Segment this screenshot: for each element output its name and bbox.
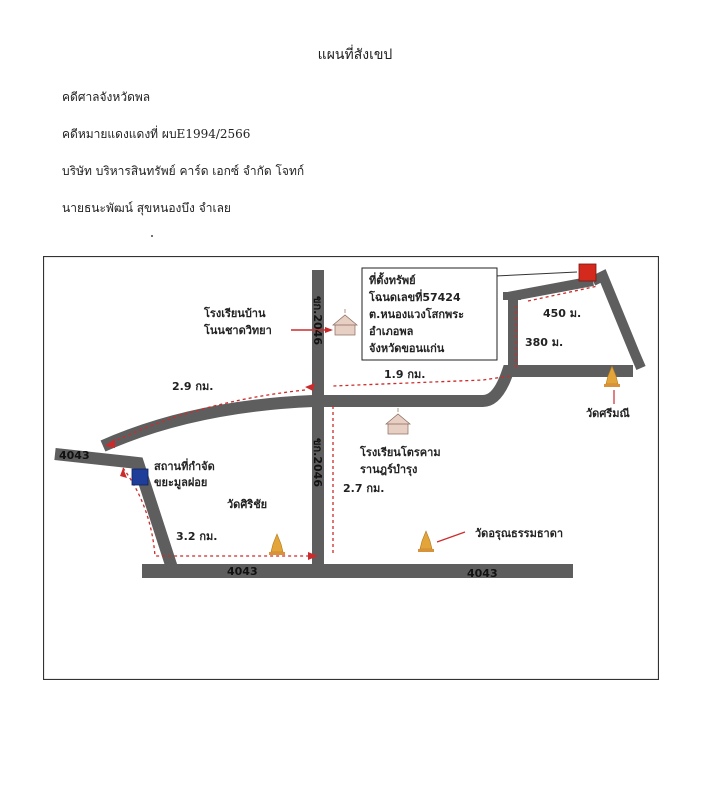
defendant: นายธนะพัฒน์ สุขหนองบึง จำเลย xyxy=(62,201,231,215)
property-line-4: อำเภอพล xyxy=(369,325,414,338)
stray-dot xyxy=(151,235,153,237)
waste-site-marker xyxy=(132,469,148,485)
case-number: คดีหมายแดงแดงที่ ผบE1994/2566 xyxy=(62,127,251,141)
distance-450m: 450 ม. xyxy=(543,307,582,320)
plaintiff: บริษัท บริหารสินทรัพย์ คาร์ด เอกซ์ จำกัด โจทก์ xyxy=(62,164,305,178)
distance-2-9km: 2.9 กม. xyxy=(172,380,214,393)
court-name: คดีศาลจังหวัดพล xyxy=(62,90,151,104)
road-label-4043-bottom-right: 4043 xyxy=(467,567,498,580)
school-1-name-line-2: โนนชาดวิทยา xyxy=(204,324,272,337)
temple-1-name: วัดศรีมณี xyxy=(586,407,630,420)
property-line-3: ต.หนองแวงโสกพระ xyxy=(369,308,465,321)
road-label-2046-bottom: ขก.2046 xyxy=(311,438,324,487)
property-line-2: โฉนดเลขที่57424 xyxy=(369,291,461,304)
distance-3-2km: 3.2 กม. xyxy=(176,530,218,543)
distance-1-9km: 1.9 กม. xyxy=(384,368,426,381)
document-title: แผนที่สังเขป xyxy=(317,47,393,63)
sketch-map xyxy=(43,256,659,680)
road-label-4043-bottom-left: 4043 xyxy=(227,565,258,578)
school-2-name-line-2: รานฎร์บำรุง xyxy=(360,463,418,476)
temple-2-name: วัดศิริชัย xyxy=(227,498,268,511)
waste-site-name-line-2: ขยะมูลฝอย xyxy=(154,476,208,489)
property-marker xyxy=(579,264,596,281)
distance-2-7km: 2.7 กม. xyxy=(343,482,385,495)
distance-380m: 380 ม. xyxy=(525,336,564,349)
property-line-1: ที่ตั้งทรัพย์ xyxy=(369,274,416,287)
school-1-name-line-1: โรงเรียนบ้าน xyxy=(204,307,266,320)
property-line-5: จังหวัดขอนแก่น xyxy=(369,342,445,355)
waste-site-name-line-1: สถานที่กำจัด xyxy=(154,460,215,473)
school-2-name-line-1: โรงเรียนโตรคาม xyxy=(360,446,441,459)
road-label-4043-left: 4043 xyxy=(59,449,90,462)
road-label-2046-top: ขก.2046 xyxy=(311,296,324,345)
temple-3-name: วัดอรุณธรรมธาดา xyxy=(475,527,564,540)
